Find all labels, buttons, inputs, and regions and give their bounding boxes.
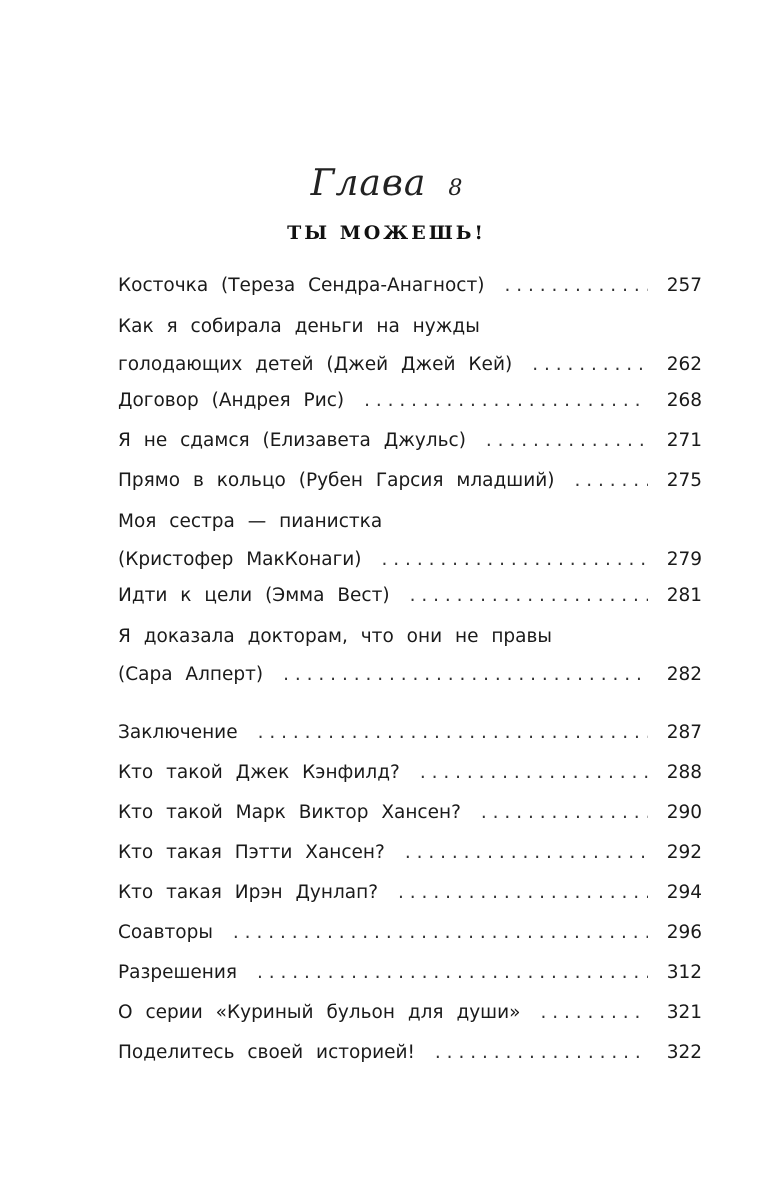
toc-page-number: 292 xyxy=(666,842,702,863)
toc-entry-title: Кто такая Ирэн Дунлап? xyxy=(118,882,379,903)
toc-group-stories xyxy=(118,266,702,691)
toc-entry-title: Договор (Андрея Рис) xyxy=(118,390,345,411)
toc-entry[interactable] xyxy=(118,501,702,576)
toc-entry[interactable] xyxy=(118,1033,702,1073)
toc-leader-dots xyxy=(233,913,648,953)
toc-entry[interactable] xyxy=(118,616,702,691)
toc-entry-title: (Сара Алперт) xyxy=(118,664,264,685)
table-of-contents xyxy=(118,266,702,1073)
toc-page-number: 321 xyxy=(666,1002,702,1023)
toc-entry[interactable] xyxy=(118,993,702,1033)
toc-entry[interactable] xyxy=(118,793,702,833)
toc-entry[interactable] xyxy=(118,873,702,913)
toc-entry[interactable] xyxy=(118,953,702,993)
toc-entry[interactable] xyxy=(118,833,702,873)
toc-leader-dots xyxy=(532,348,648,381)
toc-page-number: 288 xyxy=(666,762,702,783)
toc-entry-title: Разрешения xyxy=(118,962,238,983)
toc-leader-dots xyxy=(575,461,649,501)
toc-entry[interactable] xyxy=(118,266,702,306)
toc-leader-dots xyxy=(481,793,648,833)
toc-entry-title: Косточка (Тереза Сендра-Анагност) xyxy=(118,275,485,296)
toc-leader-dots xyxy=(364,381,648,421)
toc-page-number: 262 xyxy=(666,354,702,375)
toc-page-number: 287 xyxy=(666,722,702,743)
toc-entry[interactable] xyxy=(118,306,702,381)
toc-entry-title: (Кристофер МакКонаги) xyxy=(118,549,362,570)
toc-entry-title: Я не сдамся (Елизавета Джульс) xyxy=(118,430,466,451)
toc-leader-dots xyxy=(257,953,648,993)
toc-entry[interactable] xyxy=(118,461,702,501)
toc-entry-title-line: Я доказала докторам, что они не правы xyxy=(118,626,553,647)
toc-entry-title: Поделитесь своей историей! xyxy=(118,1042,415,1063)
toc-page-number: 279 xyxy=(666,549,702,570)
toc-page-number: 322 xyxy=(666,1042,702,1063)
toc-group-appendix xyxy=(118,713,702,1073)
chapter-heading xyxy=(0,160,773,214)
toc-page-number: 268 xyxy=(666,390,702,411)
toc-leader-dots xyxy=(486,421,648,461)
toc-entry-title: Соавторы xyxy=(118,922,213,943)
toc-entry[interactable] xyxy=(118,576,702,616)
toc-leader-dots xyxy=(420,753,648,793)
toc-entry[interactable] xyxy=(118,381,702,421)
toc-entry-title: О серии «Куриный бульон для души» xyxy=(118,1002,521,1023)
toc-page-number: 282 xyxy=(666,664,702,685)
chapter-number: 8 xyxy=(448,176,463,201)
toc-entry-title-line: Как я собирала деньги на нужды xyxy=(118,316,480,337)
toc-leader-dots xyxy=(410,576,648,616)
toc-leader-dots xyxy=(258,713,648,753)
chapter-title: ТЫ МОЖЕШЬ! xyxy=(287,222,486,244)
toc-page-number: 294 xyxy=(666,882,702,903)
toc-page-number: 281 xyxy=(666,585,702,606)
toc-leader-dots xyxy=(435,1033,648,1073)
toc-leader-dots xyxy=(540,993,648,1033)
toc-entry[interactable] xyxy=(118,753,702,793)
toc-page-number: 312 xyxy=(666,962,702,983)
toc-entry-title: Заключение xyxy=(118,722,238,743)
toc-page-number: 271 xyxy=(666,430,702,451)
toc-page-number: 296 xyxy=(666,922,702,943)
toc-entry[interactable] xyxy=(118,421,702,461)
toc-entry[interactable] xyxy=(118,713,702,753)
toc-leader-dots xyxy=(382,543,648,576)
toc-entry-title: Кто такой Джек Кэнфилд? xyxy=(118,762,400,783)
chapter-word: Глава xyxy=(310,163,427,204)
toc-leader-dots xyxy=(398,873,648,913)
toc-entry-title: Кто такой Марк Виктор Хансен? xyxy=(118,802,461,823)
toc-leader-dots xyxy=(504,266,648,306)
toc-entry-title: Идти к цели (Эмма Вест) xyxy=(118,585,390,606)
toc-entry-title-line: Моя сестра — пианистка xyxy=(118,511,383,532)
toc-group-gap xyxy=(118,691,702,713)
toc-entry-title: Кто такая Пэтти Хансен? xyxy=(118,842,385,863)
toc-page-number: 257 xyxy=(666,275,702,296)
toc-page-number: 290 xyxy=(666,802,702,823)
toc-entry-title: голодающих детей (Джей Джей Кей) xyxy=(118,354,513,375)
toc-entry[interactable] xyxy=(118,913,702,953)
toc-entry-title: Прямо в кольцо (Рубен Гарсия младший) xyxy=(118,470,555,491)
toc-leader-dots xyxy=(283,658,648,691)
toc-leader-dots xyxy=(405,833,648,873)
toc-page-number: 275 xyxy=(666,470,702,491)
